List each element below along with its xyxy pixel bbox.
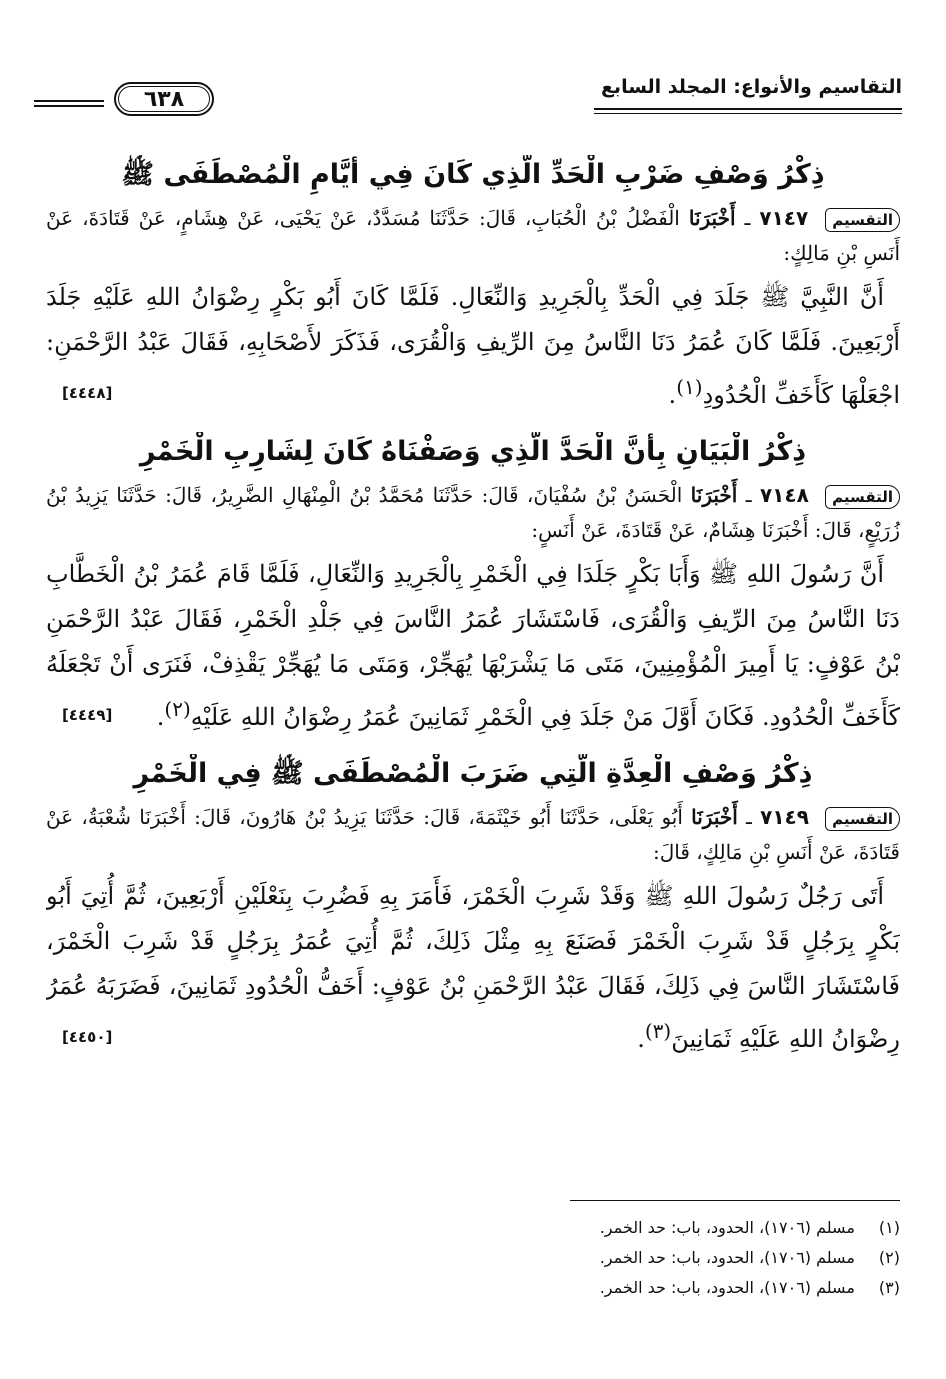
running-title: التقاسيم والأنواع: المجلد السابع bbox=[600, 76, 902, 98]
taqsim-badge: التقسيم bbox=[825, 485, 900, 509]
isnad-text: الْحَسَنُ بْنُ سُفْيَانَ، قَالَ: حَدَّثَنَا مُحَمَّدُ بْنُ الْمِنْهَالِ الضَّرِيرُ، قَالَ: حَدَّثَنَا يَزِيدُ بْنُ زُرَيْعٍ، قَالَ: أَخْبَرَنَا هِشَامٌ، عَنْ قَتَادَةَ، عَنْ أَنَسٍ: bbox=[46, 483, 900, 542]
akhbarana-word: أَخْبَرَنَا bbox=[691, 805, 738, 829]
footnote-text: مسلم (١٧٠٦)، الحدود، باب: حد الخمر. bbox=[599, 1218, 855, 1237]
footnote-item bbox=[46, 1273, 900, 1303]
header-rule-left bbox=[34, 100, 104, 102]
footnote-number: (٣) bbox=[878, 1278, 900, 1297]
isnad-text: أَبُو يَعْلَى، حَدَّثَنَا أَبُو خَيْثَمَةَ، قَالَ: حَدَّثَنَا يَزِيدُ بْنُ هَارُونَ، قَالَ: أَخْبَرَنَا شُعْبَةُ، عَنْ قَتَادَةَ، عَنْ أَنَسِ بْنِ مَالِكٍ، قَالَ: bbox=[46, 805, 900, 864]
footnote-mark[interactable]: (٢) bbox=[164, 697, 191, 721]
footnote-number: (٢) bbox=[878, 1248, 900, 1267]
hadith-section bbox=[46, 754, 900, 1062]
footnote-text: مسلم (١٧٠٦)، الحدود، باب: حد الخمر. bbox=[599, 1248, 855, 1267]
footnote-mark[interactable]: (٣) bbox=[644, 1019, 672, 1043]
isnad: التقسيم ٧١٤٧ ـ أَخْبَرَنَا الْفَضْلُ بْنُ الْحُبَابِ، قَالَ: حَدَّثَنَا مُسَدَّدٌ، عَنْ يَحْيَى، عَنْ هِشَامٍ، عَنْ قَتَادَةَ، عَنْ أَنَسِ بْنِ مَالِكٍ: bbox=[46, 206, 900, 265]
taqsim-badge: التقسيم bbox=[825, 208, 900, 232]
hadith-section bbox=[46, 155, 900, 418]
footnote-item bbox=[46, 1213, 900, 1243]
hadith-number: ٧١٤٩ bbox=[760, 805, 809, 829]
matn: أَتَى رَجُلٌ رَسُولَ اللهِ ﷺ وَقَدْ شَرِبَ الْخَمْرَ، فَأَمَرَ بِهِ فَضُرِبَ بِنَعْلَيْنِ أَرْبَعِينَ، ثُمَّ أُتِيَ أَبُو بَكْرٍ بِرَجُلٍ قَدْ شَرِبَ الْخَمْرَ فَصَنَعَ بِهِ مِثْلَ ذَلِكَ، ثُمَّ أُتِيَ عُمَرُ بِرَجُلٍ قَدْ شَرِبَ الْخَمْرَ، فَاسْتَشَارَ النَّاسَ فِي ذَلِكَ، فَقَالَ عَبْدُ الرَّحْمَنِ بْنُ عَوْفٍ: أَخَفُّ الْحُدُودِ ثَمَانِينَ، فَضَرَبَهُ عُمَرُ رِضْوَانُ اللهِ عَلَيْهِ ثَمَانِينَ$^{(٣)}$. [٤٤٥٠] bbox=[46, 874, 900, 1062]
page-body bbox=[46, 155, 900, 1076]
footnote-text: مسلم (١٧٠٦)، الحدود، باب: حد الخمر. bbox=[599, 1278, 855, 1297]
isnad: التقسيم ٧١٤٩ ـ أَخْبَرَنَا أَبُو يَعْلَى، حَدَّثَنَا أَبُو خَيْثَمَةَ، قَالَ: حَدَّثَنَا يَزِيدُ بْنُ هَارُونَ، قَالَ: أَخْبَرَنَا شُعْبَةُ، عَنْ قَتَادَةَ، عَنْ أَنَسِ بْنِ مَالِكٍ، قَالَ: bbox=[46, 805, 900, 864]
section-heading: ذِكْرُ الْبَيَانِ بِأَنَّ الْحَدَّ الَّذِي وَصَفْنَاهُ كَانَ لِشَارِبِ الْخَمْرِ bbox=[139, 436, 807, 467]
matn-text: أَتَى رَجُلٌ رَسُولَ اللهِ ﷺ وَقَدْ شَرِبَ الْخَمْرَ، فَأَمَرَ بِهِ فَضُرِبَ بِنَعْلَيْنِ أَرْبَعِينَ، ثُمَّ أُتِيَ أَبُو بَكْرٍ بِرَجُلٍ قَدْ شَرِبَ الْخَمْرَ فَصَنَعَ بِهِ مِثْلَ ذَلِكَ، ثُمَّ أُتِيَ عُمَرُ بِرَجُلٍ قَدْ شَرِبَ الْخَمْرَ، فَاسْتَشَارَ النَّاسَ فِي ذَلِكَ، فَقَالَ عَبْدُ الرَّحْمَنِ بْنُ عَوْفٍ: أَخَفُّ الْحُدُودِ ثَمَانِينَ، فَضَرَبَهُ عُمَرُ رِضْوَانُ اللهِ عَلَيْهِ ثَمَانِينَ bbox=[46, 882, 900, 1053]
footnote-number: (١) bbox=[878, 1218, 900, 1237]
footnote-mark[interactable]: (١) bbox=[676, 375, 703, 399]
footnotes bbox=[46, 1200, 900, 1303]
hadith-number: ٧١٤٨ bbox=[759, 483, 809, 507]
hadith-number: ٧١٤٧ bbox=[759, 206, 809, 230]
taqsim-badge: التقسيم bbox=[825, 807, 900, 831]
matn-text: أَنَّ النَّبِيَّ ﷺ جَلَدَ فِي الْحَدِّ بِالْجَرِيدِ وَالنِّعَالِ. فَلَمَّا كَانَ أَبُو بَكْرٍ رِضْوَانُ اللهِ عَلَيْهِ جَلَدَ أَرْبَعِينَ. فَلَمَّا كَانَ عُمَرُ دَنَا النَّاسُ مِنَ الرِّيفِ وَالْقُرَى، فَذَكَرَ لأَصْحَابِهِ، فَقَالَ عَبْدُ الرَّحْمَنِ: اجْعَلْهَا كَأَخَفِّ الْحُدُودِ bbox=[46, 283, 900, 409]
matn: أَنَّ رَسُولَ اللهِ ﷺ وَأَبَا بَكْرٍ جَلَدَا فِي الْخَمْرِ بِالْجَرِيدِ وَالنِّعَالِ، فَلَمَّا قَامَ عُمَرُ بْنُ الْخَطَّابِ دَنَا النَّاسُ مِنَ الرِّيفِ وَالْقُرَى، فَاسْتَشَارَ عُمَرُ النَّاسَ فِي جَلْدِ الْخَمْرِ، فَقَالَ عَبْدُ الرَّحْمَنِ بْنُ عَوْفٍ: يَا أَمِيرَ الْمُؤْمِنِينَ، مَتَى مَا يَشْرَبْهَا يُهَجِّرْ، وَمَتَى مَا يُهَجِّرْ يَقْذِفْ، فَنَرَى أَنْ تَجْعَلَهُ كَأَخَفِّ الْحُدُودِ. فَكَانَ أَوَّلَ مَنْ جَلَدَ فِي الْخَمْرِ ثَمَانِينَ عُمَرُ رِضْوَانُ اللهِ عَلَيْهِ$^{(٢)}$. [٤٤٤٩] bbox=[46, 552, 900, 740]
hadith-reference: [٤٤٤٨] bbox=[62, 384, 113, 402]
hadith-reference: [٤٤٥٠] bbox=[62, 1028, 113, 1046]
section-heading: ذِكْرُ وَصْفِ الْعِدَّةِ الَّتِي ضَرَبَ الْمُصْطَفَى ﷺ فِي الْخَمْرِ bbox=[133, 758, 813, 789]
matn-text: أَنَّ رَسُولَ اللهِ ﷺ وَأَبَا بَكْرٍ جَلَدَا فِي الْخَمْرِ بِالْجَرِيدِ وَالنِّعَالِ، فَلَمَّا قَامَ عُمَرُ بْنُ الْخَطَّابِ دَنَا النَّاسُ مِنَ الرِّيفِ وَالْقُرَى، فَاسْتَشَارَ عُمَرُ النَّاسَ فِي جَلْدِ الْخَمْرِ، فَقَالَ عَبْدُ الرَّحْمَنِ بْنُ عَوْفٍ: يَا أَمِيرَ الْمُؤْمِنِينَ، مَتَى مَا يَشْرَبْهَا يُهَجِّرْ، وَمَتَى مَا يُهَجِّرْ يَقْذِفْ، فَنَرَى أَنْ تَجْعَلَهُ كَأَخَفِّ الْحُدُودِ. فَكَانَ أَوَّلَ مَنْ جَلَدَ فِي الْخَمْرِ ثَمَانِينَ عُمَرُ رِضْوَانُ اللهِ عَلَيْهِ bbox=[46, 560, 900, 731]
page-number: ٦٣٨ bbox=[114, 82, 214, 116]
hadith-section bbox=[46, 432, 900, 740]
footnote-rule bbox=[570, 1200, 900, 1201]
matn: أَنَّ النَّبِيَّ ﷺ جَلَدَ فِي الْحَدِّ بِالْجَرِيدِ وَالنِّعَالِ. فَلَمَّا كَانَ أَبُو بَكْرٍ رِضْوَانُ اللهِ عَلَيْهِ جَلَدَ أَرْبَعِينَ. فَلَمَّا كَانَ عُمَرُ دَنَا النَّاسُ مِنَ الرِّيفِ وَالْقُرَى، فَذَكَرَ لأَصْحَابِهِ، فَقَالَ عَبْدُ الرَّحْمَنِ: اجْعَلْهَا كَأَخَفِّ الْحُدُودِ$^{(١)}$. [٤٤٤٨] bbox=[46, 275, 900, 418]
akhbarana-word: أَخْبَرَنَا bbox=[690, 483, 738, 507]
isnad-text: الْفَضْلُ بْنُ الْحُبَابِ، قَالَ: حَدَّثَنَا مُسَدَّدٌ، عَنْ يَحْيَى، عَنْ هِشَامٍ، عَنْ قَتَادَةَ، عَنْ أَنَسِ بْنِ مَالِكٍ: bbox=[46, 206, 900, 265]
isnad: التقسيم ٧١٤٨ ـ أَخْبَرَنَا الْحَسَنُ بْنُ سُفْيَانَ، قَالَ: حَدَّثَنَا مُحَمَّدُ بْنُ الْمِنْهَالِ الضَّرِيرُ، قَالَ: حَدَّثَنَا يَزِيدُ بْنُ زُرَيْعٍ، قَالَ: أَخْبَرَنَا هِشَامٌ، عَنْ قَتَادَةَ، عَنْ أَنَسٍ: bbox=[46, 483, 900, 542]
footnote-item bbox=[46, 1243, 900, 1273]
page-header bbox=[34, 76, 902, 116]
section-heading: ذِكْرُ وَصْفِ ضَرْبِ الْحَدِّ الَّذِي كَانَ فِي أَيَّامِ الْمُصْطَفَى ﷺ bbox=[121, 159, 825, 190]
hadith-reference: [٤٤٤٩] bbox=[62, 706, 113, 724]
akhbarana-word: أَخْبَرَنَا bbox=[688, 206, 736, 230]
header-rule bbox=[594, 108, 902, 110]
